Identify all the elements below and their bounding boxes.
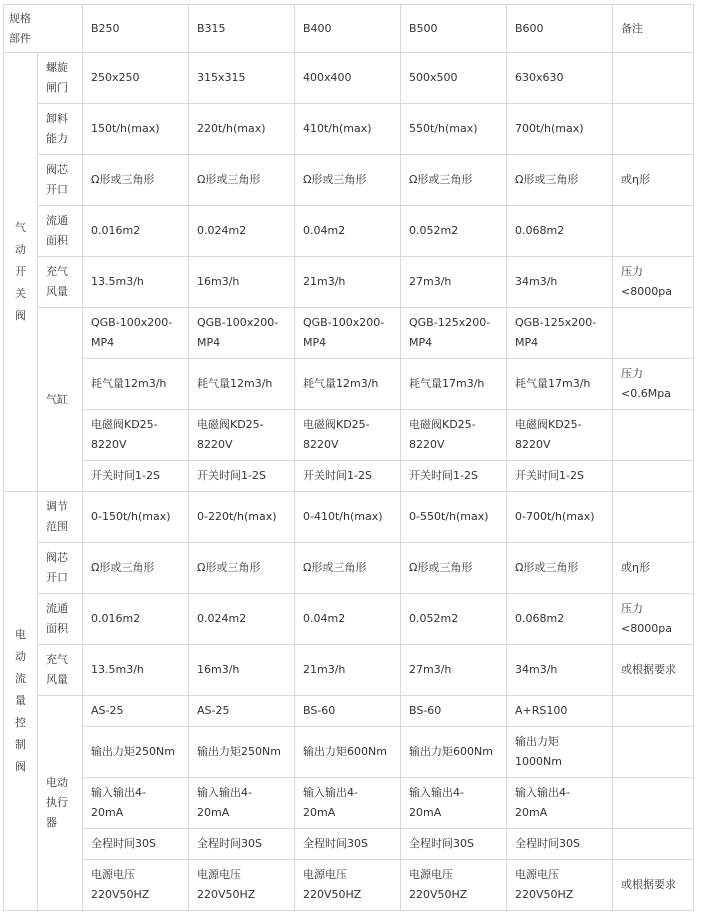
value-cell: 开关时间1-2S xyxy=(189,461,295,492)
actuator-label: 电动 执行 器 xyxy=(38,696,83,911)
table-row xyxy=(4,257,694,308)
value-cell: A+RS100 xyxy=(507,696,613,727)
row-label: 螺旋 闸门 xyxy=(38,53,83,104)
table-row xyxy=(4,155,694,206)
value-cell: 输入输出4- 20mA xyxy=(295,778,401,829)
value-cell: 输出力矩600Nm xyxy=(295,727,401,778)
value-cell: 410t/h(max) xyxy=(295,104,401,155)
remark-cell xyxy=(613,727,694,778)
value-cell: 0-410t/h(max) xyxy=(295,492,401,543)
value-cell: 0.016m2 xyxy=(83,206,189,257)
row-label: 阀芯 开口 xyxy=(38,155,83,206)
value-cell: AS-25 xyxy=(83,696,189,727)
value-cell: QGB-100x200- MP4 xyxy=(295,308,401,359)
value-cell: 电源电压 220V50HZ xyxy=(295,860,401,911)
model-header: B500 xyxy=(401,5,507,53)
value-cell: 开关时间1-2S xyxy=(507,461,613,492)
table-row xyxy=(4,829,694,860)
remark-cell: 或η形 xyxy=(613,543,694,594)
value-cell: 输出力矩250Nm xyxy=(189,727,295,778)
row-label: 充气 风量 xyxy=(38,257,83,308)
remark-cell xyxy=(613,206,694,257)
value-cell: 电源电压 220V50HZ xyxy=(401,860,507,911)
value-cell: 13.5m3/h xyxy=(83,257,189,308)
value-cell: 315x315 xyxy=(189,53,295,104)
value-cell: 全程时间30S xyxy=(189,829,295,860)
value-cell: 0.068m2 xyxy=(507,594,613,645)
row-label: 流通 面积 xyxy=(38,594,83,645)
remark-cell xyxy=(613,104,694,155)
value-cell: 34m3/h xyxy=(507,257,613,308)
model-header: B600 xyxy=(507,5,613,53)
value-cell: Ω形或三角形 xyxy=(295,155,401,206)
remark-cell xyxy=(613,492,694,543)
row-label: 流通 面积 xyxy=(38,206,83,257)
value-cell: 耗气量17m3/h xyxy=(401,359,507,410)
value-cell: 16m3/h xyxy=(189,257,295,308)
value-cell: 21m3/h xyxy=(295,257,401,308)
value-cell: QGB-125x200- MP4 xyxy=(401,308,507,359)
value-cell: 0.024m2 xyxy=(189,594,295,645)
value-cell: 250x250 xyxy=(83,53,189,104)
value-cell: BS-60 xyxy=(401,696,507,727)
table-row xyxy=(4,778,694,829)
value-cell: 0-150t/h(max) xyxy=(83,492,189,543)
value-cell: 0.04m2 xyxy=(295,594,401,645)
header-row xyxy=(4,5,694,53)
value-cell: 0.04m2 xyxy=(295,206,401,257)
model-header: B315 xyxy=(189,5,295,53)
value-cell: 16m3/h xyxy=(189,645,295,696)
value-cell: 全程时间30S xyxy=(295,829,401,860)
value-cell: 27m3/h xyxy=(401,257,507,308)
value-cell: 电磁阀KD25- 8220V xyxy=(83,410,189,461)
pneumatic-group-label: 气动开关阀 xyxy=(4,53,38,492)
value-cell: 耗气量12m3/h xyxy=(189,359,295,410)
value-cell: 耗气量12m3/h xyxy=(83,359,189,410)
value-cell: 电磁阀KD25- 8220V xyxy=(295,410,401,461)
value-cell: 全程时间30S xyxy=(401,829,507,860)
value-cell: 电磁阀KD25- 8220V xyxy=(189,410,295,461)
value-cell: 13.5m3/h xyxy=(83,645,189,696)
table-row xyxy=(4,104,694,155)
row-label: 充气 风量 xyxy=(38,645,83,696)
value-cell: 630x630 xyxy=(507,53,613,104)
table-row xyxy=(4,492,694,543)
remark-cell xyxy=(613,778,694,829)
value-cell: Ω形或三角形 xyxy=(295,543,401,594)
value-cell: QGB-125x200- MP4 xyxy=(507,308,613,359)
value-cell: 电源电压 220V50HZ xyxy=(83,860,189,911)
model-header: B250 xyxy=(83,5,189,53)
value-cell: 输出力矩 1000Nm xyxy=(507,727,613,778)
remark-cell: 或η形 xyxy=(613,155,694,206)
value-cell: 0.052m2 xyxy=(401,206,507,257)
value-cell: Ω形或三角形 xyxy=(401,543,507,594)
table-row xyxy=(4,53,694,104)
value-cell: 电源电压 220V50HZ xyxy=(507,860,613,911)
row-label: 阀芯 开口 xyxy=(38,543,83,594)
value-cell: 550t/h(max) xyxy=(401,104,507,155)
value-cell: Ω形或三角形 xyxy=(401,155,507,206)
value-cell: 输入输出4- 20mA xyxy=(189,778,295,829)
value-cell: 0.016m2 xyxy=(83,594,189,645)
value-cell: 输入输出4- 20mA xyxy=(507,778,613,829)
remark-cell xyxy=(613,410,694,461)
value-cell: BS-60 xyxy=(295,696,401,727)
remark-cell: 或根据要求 xyxy=(613,860,694,911)
remark-header: 备注 xyxy=(613,5,694,53)
value-cell: 150t/h(max) xyxy=(83,104,189,155)
value-cell: 全程时间30S xyxy=(83,829,189,860)
value-cell: 0.052m2 xyxy=(401,594,507,645)
value-cell: 开关时间1-2S xyxy=(401,461,507,492)
table-row xyxy=(4,359,694,410)
table-row xyxy=(4,696,694,727)
remark-cell: 压力 <8000pa xyxy=(613,257,694,308)
table-row xyxy=(4,727,694,778)
value-cell: 输出力矩250Nm xyxy=(83,727,189,778)
value-cell: AS-25 xyxy=(189,696,295,727)
value-cell: 输出力矩600Nm xyxy=(401,727,507,778)
table-row xyxy=(4,410,694,461)
table-row xyxy=(4,594,694,645)
value-cell: Ω形或三角形 xyxy=(507,543,613,594)
table-row xyxy=(4,543,694,594)
remark-cell: 或根据要求 xyxy=(613,645,694,696)
table-row xyxy=(4,461,694,492)
value-cell: 电磁阀KD25- 8220V xyxy=(401,410,507,461)
table-row xyxy=(4,645,694,696)
value-cell: 开关时间1-2S xyxy=(83,461,189,492)
value-cell: 220t/h(max) xyxy=(189,104,295,155)
electric-group-label: 电动流量控制阀 xyxy=(4,492,38,911)
remark-cell xyxy=(613,696,694,727)
value-cell: Ω形或三角形 xyxy=(83,543,189,594)
value-cell: 0.024m2 xyxy=(189,206,295,257)
value-cell: Ω形或三角形 xyxy=(189,543,295,594)
value-cell: 电源电压 220V50HZ xyxy=(189,860,295,911)
model-header: B400 xyxy=(295,5,401,53)
value-cell: 34m3/h xyxy=(507,645,613,696)
remark-cell xyxy=(613,53,694,104)
value-cell: 0-700t/h(max) xyxy=(507,492,613,543)
value-cell: 开关时间1-2S xyxy=(295,461,401,492)
remark-cell xyxy=(613,461,694,492)
value-cell: 全程时间30S xyxy=(507,829,613,860)
value-cell: QGB-100x200- MP4 xyxy=(83,308,189,359)
value-cell: Ω形或三角形 xyxy=(83,155,189,206)
remark-cell xyxy=(613,308,694,359)
cylinder-label: 气缸 xyxy=(38,308,83,492)
value-cell: 0-220t/h(max) xyxy=(189,492,295,543)
value-cell: 0.068m2 xyxy=(507,206,613,257)
value-cell: 500x500 xyxy=(401,53,507,104)
spec-table xyxy=(3,4,694,911)
value-cell: 400x400 xyxy=(295,53,401,104)
remark-cell: 压力 <0.6Mpa xyxy=(613,359,694,410)
value-cell: 0-550t/h(max) xyxy=(401,492,507,543)
value-cell: 输入输出4- 20mA xyxy=(401,778,507,829)
value-cell: 电磁阀KD25- 8220V xyxy=(507,410,613,461)
value-cell: 21m3/h xyxy=(295,645,401,696)
remark-cell: 压力 <8000pa xyxy=(613,594,694,645)
value-cell: QGB-100x200- MP4 xyxy=(189,308,295,359)
value-cell: 耗气量17m3/h xyxy=(507,359,613,410)
row-label: 调节 范围 xyxy=(38,492,83,543)
value-cell: 27m3/h xyxy=(401,645,507,696)
value-cell: Ω形或三角形 xyxy=(189,155,295,206)
value-cell: 耗气量12m3/h xyxy=(295,359,401,410)
table-row xyxy=(4,308,694,359)
remark-cell xyxy=(613,829,694,860)
value-cell: 输入输出4- 20mA xyxy=(83,778,189,829)
row-label: 卸料 能力 xyxy=(38,104,83,155)
corner-header: 规格 部件 xyxy=(4,5,83,53)
value-cell: Ω形或三角形 xyxy=(507,155,613,206)
table-row xyxy=(4,206,694,257)
value-cell: 700t/h(max) xyxy=(507,104,613,155)
table-row xyxy=(4,860,694,911)
